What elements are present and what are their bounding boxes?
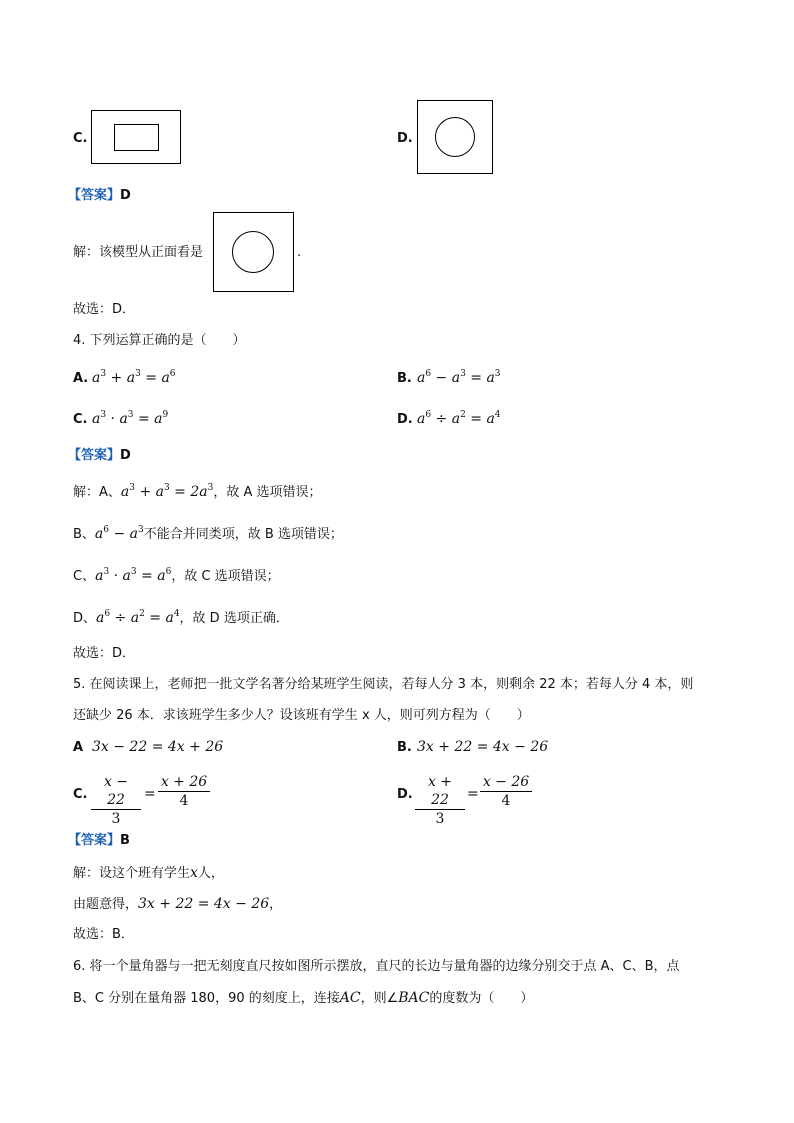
answer-value: D (120, 448, 131, 463)
q5-stem-line2: 还缺少 26 本．求该班学生多少人？设该班有学生 x 人，则可列方程为（ ） (73, 708, 530, 723)
q4-option-c-label: C. (73, 412, 88, 427)
q3-solution-text: 解：该模型从正面看是 (73, 245, 204, 260)
q4-solution-a: 解：A、$a^3 + a^3 = 2a^3$，故 A 选项错误； (73, 483, 322, 500)
q4-option-d-expr: $a^6 \div a^2 = a^4$ (417, 410, 501, 427)
q5-option-c-left-fraction: $\frac{x - 22}{3}$ (91, 773, 141, 828)
q3-solution-figure (213, 212, 294, 292)
q3-option-d-inner-circle (435, 117, 475, 157)
q4-option-b-label: B. (397, 371, 412, 386)
q4-answer-line (68, 447, 131, 465)
q4-conclusion: 故选：D． (73, 646, 136, 661)
q3-option-d-figure (417, 100, 493, 174)
q3-option-c-figure (91, 110, 181, 164)
q5-conclusion: 故选：B． (73, 927, 134, 942)
q4-option-c-expr: $a^3 \cdot a^3 = a^9$ (92, 410, 169, 427)
q3-conclusion: 故选：D． (73, 302, 136, 317)
q5-option-b-label: B. (397, 740, 412, 755)
q5-option-c-label: C. (73, 787, 88, 802)
q5-solution-line1: 解：设这个班有学生x人， (73, 865, 224, 881)
q3-solution-inner-circle (232, 231, 274, 273)
q4-option-a-label: A. (73, 371, 89, 386)
answer-value: D (120, 188, 131, 203)
q3-option-d-label: D. (397, 131, 413, 146)
q3-answer-line (68, 187, 131, 205)
q4-stem: 4. 下列运算正确的是（ ） (73, 333, 246, 348)
q5-option-c-equals: = (144, 786, 156, 802)
q5-option-b-expr: 3x + 22 = 4x − 26 (417, 739, 549, 755)
q5-option-d-right-fraction: $\frac{x - 26}{4}$ (480, 773, 532, 810)
q5-answer-line (68, 832, 130, 850)
q5-option-c-right-fraction: $\frac{x + 26}{4}$ (158, 773, 210, 810)
q4-solution-d: D、$a^6 \div a^2 = a^4$，故 D 选项正确． (73, 609, 289, 626)
q5-option-a-expr: 3x − 22 = 4x + 26 (92, 739, 224, 755)
q5-option-d-label: D. (397, 787, 413, 802)
q5-stem-line1: 5. 在阅读课上，老师把一批文学名著分给某班学生阅读，若每人分 3 本，则剩余 22 本；若每人分 4 本，则 (73, 677, 694, 692)
answer-value: B (120, 833, 130, 848)
q3-option-c-label: C. (73, 131, 88, 146)
q3-solution-period: . (297, 245, 302, 260)
q4-option-d-label: D. (397, 412, 413, 427)
q6-stem-line1: 6. 将一个量角器与一把无刻度直尺按如图所示摆放，直尺的长边与量角器的边缘分别交于点 A、C、B，点 (73, 959, 680, 974)
q4-solution-c: C、$a^3 \cdot a^3 = a^6$，故 C 选项错误； (73, 567, 280, 584)
q5-option-d-left-fraction: $\frac{x + 22}{3}$ (415, 773, 465, 828)
q6-stem-line2: B、C 分别在量角器 180，90 的刻度上，连接AC，则∠BAC的度数为（ ） (73, 990, 534, 1006)
q4-solution-b: B、$a^6 - a^3$不能合并同类项，故 B 选项错误； (73, 525, 343, 542)
q5-option-a-label: A (73, 740, 84, 755)
answer-tag: 【答案】 (68, 833, 121, 848)
q5-solution-line2: 由题意得，3x + 22 = 4x − 26， (73, 896, 283, 912)
q5-option-d-equals: = (467, 786, 479, 802)
answer-tag: 【答案】 (68, 188, 121, 203)
answer-tag: 【答案】 (68, 448, 121, 463)
q4-option-b-expr: $a^6 - a^3 = a^3$ (417, 369, 501, 386)
q3-option-c-inner-rect (114, 124, 159, 151)
q4-option-a-expr: $a^3 + a^3 = a^6$ (92, 369, 176, 386)
